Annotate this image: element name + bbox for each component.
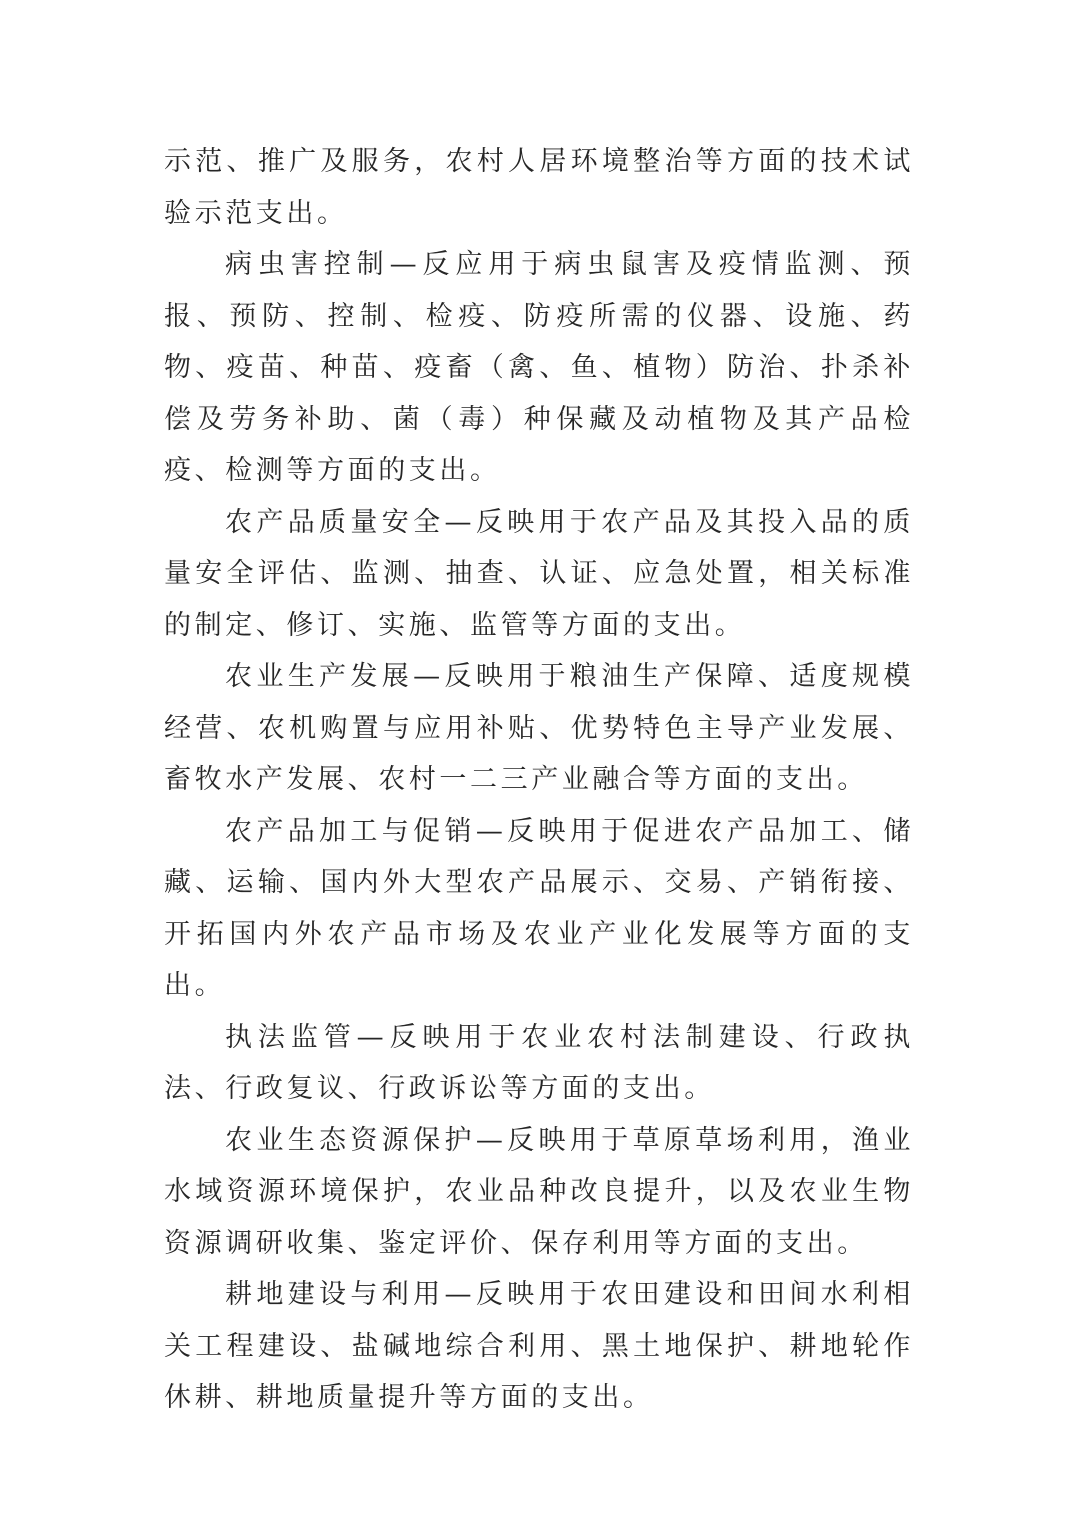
document-body [164,136,914,1424]
paragraph-production-development: 农业生产发展—反映用于粮油生产保障、适度规模经营、农机购置与应用补贴、优势特色主导产业发展、畜牧水产发展、农村一二三产业融合等方面的支出。 [164,661,914,795]
paragraph-continuation: 示范、推广及服务，农村人居环境整治等方面的技术试验示范支出。 [164,146,914,229]
paragraph-pest-control: 病虫害控制—反应用于病虫鼠害及疫情监测、预报、预防、控制、检疫、防疫所需的仪器、设施、药物、疫苗、种苗、疫畜（禽、鱼、植物）防治、扑杀补偿及劳务补助、菌（毒）种保藏及动植物及其产品检疫、检测等方面的支出。 [164,249,914,486]
paragraph-law-enforcement: 执法监管—反映用于农业农村法制建设、行政执法、行政复议、行政诉讼等方面的支出。 [164,1021,914,1104]
paragraph-ecological-protection: 农业生态资源保护—反映用于草原草场利用，渔业水域资源环境保护，农业品种改良提升，以及农业生物资源调研收集、鉴定评价、保存利用等方面的支出。 [164,1124,914,1259]
paragraph-farmland-construction: 耕地建设与利用—反映用于农田建设和田间水利相关工程建设、盐碱地综合利用、黑土地保护、耕地轮作休耕、耕地质量提升等方面的支出。 [164,1279,914,1413]
paragraph-processing-promotion: 农产品加工与促销—反映用于促进农产品加工、储藏、运输、国内外大型农产品展示、交易、产销衔接、开拓国内外农产品市场及农业产业化发展等方面的支出。 [164,815,914,1001]
paragraph-product-quality-safety: 农产品质量安全—反映用于农产品及其投入品的质量安全评估、监测、抽查、认证、应急处置，相关标准的制定、修订、实施、监管等方面的支出。 [164,506,914,641]
